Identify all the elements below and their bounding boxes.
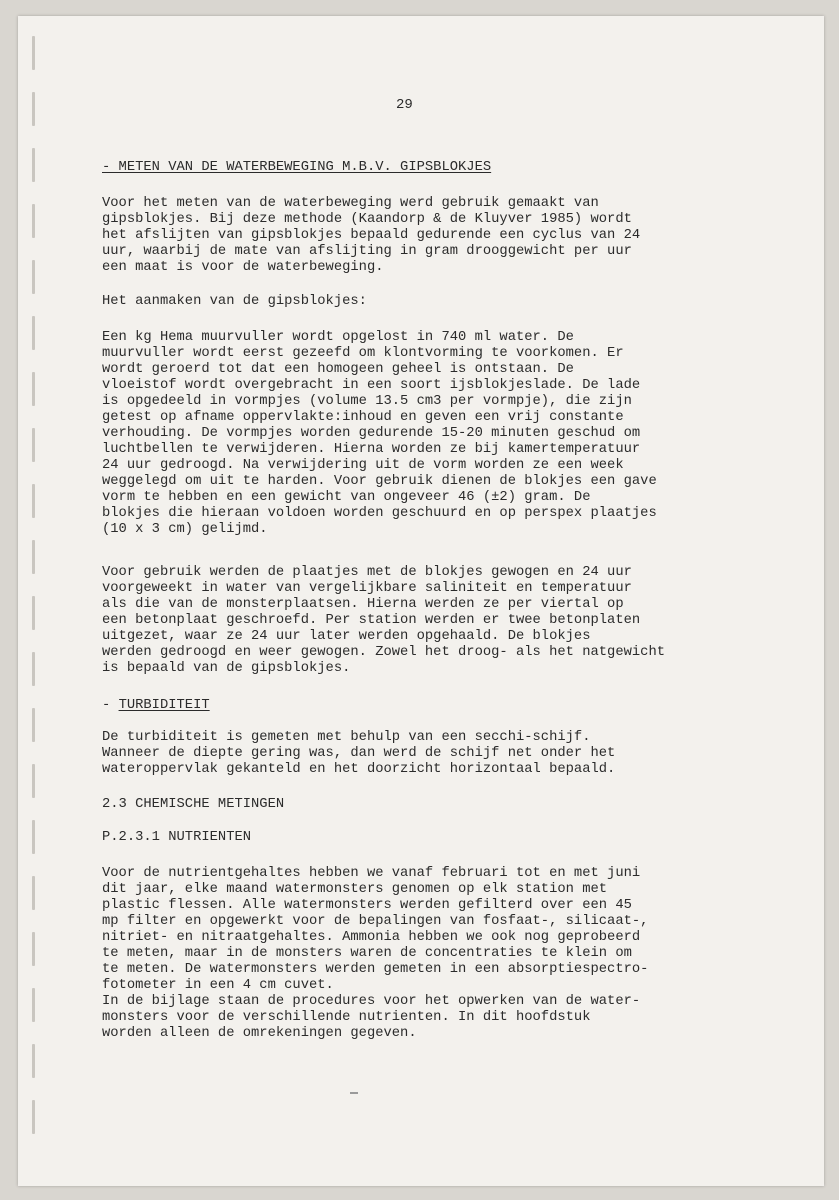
making-line: is opgedeeld in vormpjes (volume 13.5 cm3 per vormpje), die zijn xyxy=(102,394,632,409)
making-line: 24 uur gedroogd. Na verwijdering uit de vorm worden ze een week xyxy=(102,458,624,473)
intro-line: het afslijten van gipsblokjes bepaald gedurende een cyclus van 24 xyxy=(102,228,641,243)
binding-hole xyxy=(32,764,35,798)
binding-hole xyxy=(32,316,35,350)
nutrients-line: mp filter en opgewerkt voor de bepalingen van fosfaat-, silicaat-, xyxy=(102,914,649,929)
section-heading-waterbeweging: - METEN VAN DE WATERBEWEGING M.B.V. GIPSBLOKJES xyxy=(102,160,492,175)
nutrients-line: nitriet- en nitraatgehaltes. Ammonia hebben we ook nog geprobeerd xyxy=(102,930,641,945)
intro-line: Voor het meten van de waterbeweging werd gebruik gemaakt van xyxy=(102,196,599,211)
making-line: muurvuller wordt eerst gezeefd om klontvorming te voorkomen. Er xyxy=(102,346,624,361)
ink-smudge xyxy=(350,1092,358,1094)
turbidity-line: Wanneer de diepte gering was, dan werd de schijf net onder het xyxy=(102,746,616,761)
binding-hole xyxy=(32,540,35,574)
binding-hole xyxy=(32,1044,35,1078)
making-line: weggelegd om uit te harden. Voor gebruik dienen de blokjes een gave xyxy=(102,474,657,489)
making-line: vloeistof wordt overgebracht in een soort ijsblokjeslade. De lade xyxy=(102,378,641,393)
section-heading-turbiditeit xyxy=(102,698,210,714)
binding-hole xyxy=(32,988,35,1022)
use-line: als die van de monsterplaatsen. Hierna werden ze per viertal op xyxy=(102,597,624,612)
intro-line: gipsblokjes. Bij deze methode (Kaandorp & de Kluyver 1985) wordt xyxy=(102,212,632,227)
intro-line: een maat is voor de waterbeweging. xyxy=(102,260,384,275)
nutrients-line: Voor de nutrientgehaltes hebben we vanaf februari tot en met juni xyxy=(102,866,641,881)
binding-hole xyxy=(32,932,35,966)
making-line: blokjes die hieraan voldoen worden geschuurd en op perspex plaatjes xyxy=(102,506,657,521)
binding-hole xyxy=(32,708,35,742)
binding-hole xyxy=(32,148,35,182)
nutrients-line: te meten. De watermonsters werden gemeten in een absorptiespectro- xyxy=(102,962,649,977)
turbidity-line: De turbiditeit is gemeten met behulp van een secchi-schijf. xyxy=(102,730,591,745)
binding-hole xyxy=(32,92,35,126)
nutrients-line: In de bijlage staan de procedures voor het opwerken van de water- xyxy=(102,994,641,1009)
binding-hole xyxy=(32,204,35,238)
use-line: voorgeweekt in water van vergelijkbare saliniteit en temperatuur xyxy=(102,581,632,596)
binding-hole xyxy=(32,36,35,70)
nutrients-line: worden alleen de omrekeningen gegeven. xyxy=(102,1026,417,1041)
binding-hole xyxy=(32,820,35,854)
making-title: Het aanmaken van de gipsblokjes: xyxy=(102,294,367,309)
making-line: vorm te hebben en een gewicht van ongeveer 46 (±2) gram. De xyxy=(102,490,591,505)
nutrients-line: plastic flessen. Alle watermonsters werden gefilterd over een 45 xyxy=(102,898,632,913)
heading-text: TURBIDITEIT xyxy=(118,698,210,713)
binding-hole xyxy=(32,876,35,910)
intro-line: uur, waarbij de mate van afslijting in gram drooggewicht per uur xyxy=(102,244,632,259)
nutrients-line: dit jaar, elke maand watermonsters genomen op elk station met xyxy=(102,882,608,897)
use-line: uitgezet, waar ze 24 uur later werden opgehaald. De blokjes xyxy=(102,629,591,644)
section-heading-chemische-metingen: 2.3 CHEMISCHE METINGEN xyxy=(102,797,285,812)
binding-hole xyxy=(32,652,35,686)
making-line: wordt geroerd tot dat een homogeen geheel is ontstaan. De xyxy=(102,362,574,377)
use-line: Voor gebruik werden de plaatjes met de blokjes gewogen en 24 uur xyxy=(102,565,632,580)
heading-dash: - xyxy=(102,698,119,713)
use-line: een betonplaat geschroefd. Per station werden er twee betonplaten xyxy=(102,613,641,628)
binding-hole xyxy=(32,372,35,406)
making-line: luchtbellen te verwijderen. Hierna worden ze bij kamertemperatuur xyxy=(102,442,641,457)
turbidity-line: wateroppervlak gekanteld en het doorzicht horizontaal bepaald. xyxy=(102,762,616,777)
making-line: verhouding. De vormpjes worden gedurende 15-20 minuten geschud om xyxy=(102,426,641,441)
nutrients-line: te meten, maar in de monsters waren de concentraties te klein om xyxy=(102,946,632,961)
binding-hole xyxy=(32,1100,35,1134)
binding-hole xyxy=(32,484,35,518)
nutrients-line: fotometer in een 4 cm cuvet. xyxy=(102,978,334,993)
page-number: 29 xyxy=(396,97,413,113)
binding-hole xyxy=(32,596,35,630)
use-line: is bepaald van de gipsblokjes. xyxy=(102,661,351,676)
binding-hole xyxy=(32,260,35,294)
making-line: Een kg Hema muurvuller wordt opgelost in 740 ml water. De xyxy=(102,330,574,345)
making-line: getest op afname oppervlakte:inhoud en geven een vrij constante xyxy=(102,410,624,425)
nutrients-line: monsters voor de verschillende nutrienten. In dit hoofdstuk xyxy=(102,1010,591,1025)
making-line: (10 x 3 cm) gelijmd. xyxy=(102,522,268,537)
binding-hole xyxy=(32,428,35,462)
section-heading-nutrienten: P.2.3.1 NUTRIENTEN xyxy=(102,830,252,845)
use-line: werden gedroogd en weer gewogen. Zowel het droog- als het natgewicht xyxy=(102,645,666,660)
